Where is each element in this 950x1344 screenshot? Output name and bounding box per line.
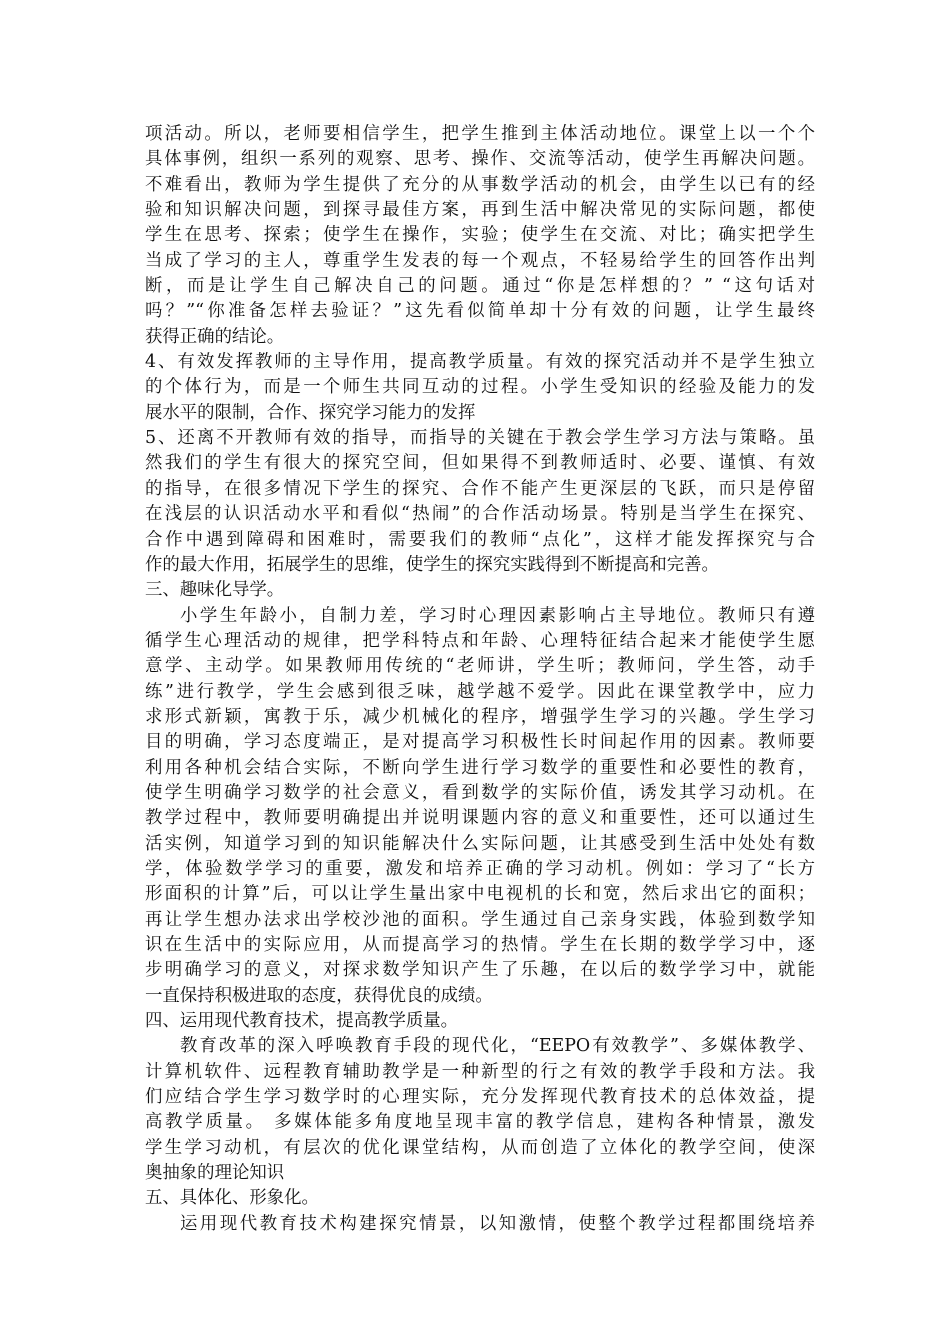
text-line: 断，而是让学生自己解决自己的问题。通过“你是怎样想的？” “这句话对 bbox=[145, 276, 815, 297]
text-line: 获得正确的结论。 bbox=[145, 326, 285, 347]
text-line: 再让学生想办法求出学校沙池的面积。学生通过自己亲身实践，体验到数学知 bbox=[145, 909, 815, 930]
text-line: 小学生年龄小，自制力差，学习时心理因素影响占主导地位。教师只有遵 bbox=[180, 605, 815, 626]
text-line: 奥抽象的理论知识 bbox=[145, 1163, 285, 1184]
text-line: 当成了学习的主人，尊重学生发表的每一个观点，不轻易给学生的回答作出判 bbox=[145, 250, 815, 271]
text-line: 一直保持积极进取的态度，获得优良的成绩。 bbox=[145, 985, 493, 1006]
text-line: 利用各种机会结合实际，不断向学生进行学习数学的重要性和必要性的教育， bbox=[145, 757, 815, 778]
text-line: 形面积的计算”后，可以让学生量出家中电视机的长和宽，然后求出它的面积； bbox=[145, 884, 815, 905]
text-line: 4、有效发挥教师的主导作用，提高教学质量。有效的探究活动并不是学生独立 bbox=[145, 352, 815, 373]
document-body bbox=[145, 122, 815, 1237]
text-line: 然我们的学生有很大的探究空间，但如果得不到教师适时、必要、谨慎、有效 bbox=[145, 453, 815, 474]
text-line: 五、具体化、形象化。 bbox=[145, 1188, 319, 1209]
text-line: 项活动。所以，老师要相信学生，把学生推到主体活动地位。课堂上以一个个 bbox=[145, 124, 815, 144]
text-line: 作的最大作用，拓展学生的思维，使学生的探究实践得到不断提高和完善。 bbox=[145, 554, 719, 575]
text-line: 意学、主动学。如果教师用传统的“老师讲，学生听；教师问，学生答，动手 bbox=[145, 656, 815, 677]
text-line: 合作中遇到障碍和困难时，需要我们的教师“点化”，这样才能发挥探究与合 bbox=[145, 529, 815, 550]
text-line: 教育改革的深入呼唤教育手段的现代化，“EEPO有效教学”、多媒体教学、 bbox=[180, 1036, 815, 1057]
text-line: 运用现代教育技术构建探究情景，以知激情，使整个教学过程都围绕培养 bbox=[180, 1213, 815, 1234]
text-line: 教学过程中，教师要明确提出并说明课题内容的意义和重要性，还可以通过生 bbox=[145, 808, 815, 829]
text-line: 步明确学习的意义，对探求数学知识产生了乐趣，在以后的数学学习中，就能 bbox=[145, 960, 815, 981]
text-line: 具体事例，组织一系列的观察、思考、操作、交流等活动，使学生再解决问题。 bbox=[145, 149, 815, 170]
text-line: 计算机软件、远程教育辅助教学是一种新型的行之有效的教学手段和方法。我 bbox=[145, 1061, 815, 1082]
text-line: 5、还离不开教师有效的指导，而指导的关键在于教会学生学习方法与策略。虽 bbox=[145, 428, 815, 449]
text-line: 不难看出，教师为学生提供了充分的从事数学活动的机会，由学生以已有的经 bbox=[145, 174, 815, 195]
text-line: 识在生活中的实际应用，从而提高学习的热情。学生在长期的数学学习中，逐 bbox=[145, 935, 815, 955]
text-line: 循学生心理活动的规律，把学科特点和年龄、心理特征结合起来才能使学生愿 bbox=[145, 630, 815, 651]
text-line: 的个体行为，而是一个师生共同互动的过程。小学生受知识的经验及能力的发 bbox=[145, 377, 815, 398]
text-line: 学，体验数学学习的重要，激发和培养正确的学习动机。例如：学习了“长方 bbox=[145, 858, 815, 879]
text-line: 练”进行教学，学生会感到很乏味，越学越不爱学。因此在课堂教学中，应力 bbox=[145, 681, 815, 702]
text-line: 们应结合学生学习数学时的心理实际，充分发挥现代教育技术的总体效益，提 bbox=[145, 1087, 815, 1108]
text-line: 使学生明确学习数学的社会意义，看到数学的实际价值，诱发其学习动机。在 bbox=[145, 782, 815, 803]
text-line: 学生学习动机，有层次的优化课堂结构，从而创造了立体化的教学空间，使深 bbox=[145, 1137, 815, 1158]
text-line: 的指导，在很多情况下学生的探究、合作不能产生更深层的飞跃，而只是停留 bbox=[145, 478, 815, 499]
text-line: 吗？”“你准备怎样去验证？”这先看似简单却十分有效的问题，让学生最终 bbox=[145, 301, 815, 322]
text-line: 四、运用现代教育技术，提高教学质量。 bbox=[145, 1011, 459, 1032]
text-line: 学生在思考、探索；使学生在操作，实验；使学生在交流、对比；确实把学生 bbox=[145, 225, 815, 246]
text-line: 目的明确，学习态度端正，是对提高学习积极性长时间起作用的因素。教师要 bbox=[145, 732, 815, 753]
text-line: 求形式新颖，寓教于乐，减少机械化的程序，增强学生学习的兴趣。学生学习 bbox=[145, 706, 815, 727]
text-line: 展水平的限制，合作、探究学习能力的发挥 bbox=[145, 402, 476, 423]
text-line: 验和知识解决问题，到探寻最佳方案，再到生活中解决常见的实际问题，都使 bbox=[145, 200, 815, 221]
text-line: 在浅层的认识活动水平和看似“热闹”的合作活动场景。特别是当学生在探究、 bbox=[145, 504, 815, 525]
text-line: 三、趣味化导学。 bbox=[145, 580, 285, 601]
text-line: 高教学质量。 多媒体能多角度地呈现丰富的教学信息，建构各种情景，激发 bbox=[145, 1112, 815, 1133]
text-line: 活实例，知道学习到的知识能解决什么实际问题，让其感受到生活中处处有数 bbox=[145, 833, 815, 854]
